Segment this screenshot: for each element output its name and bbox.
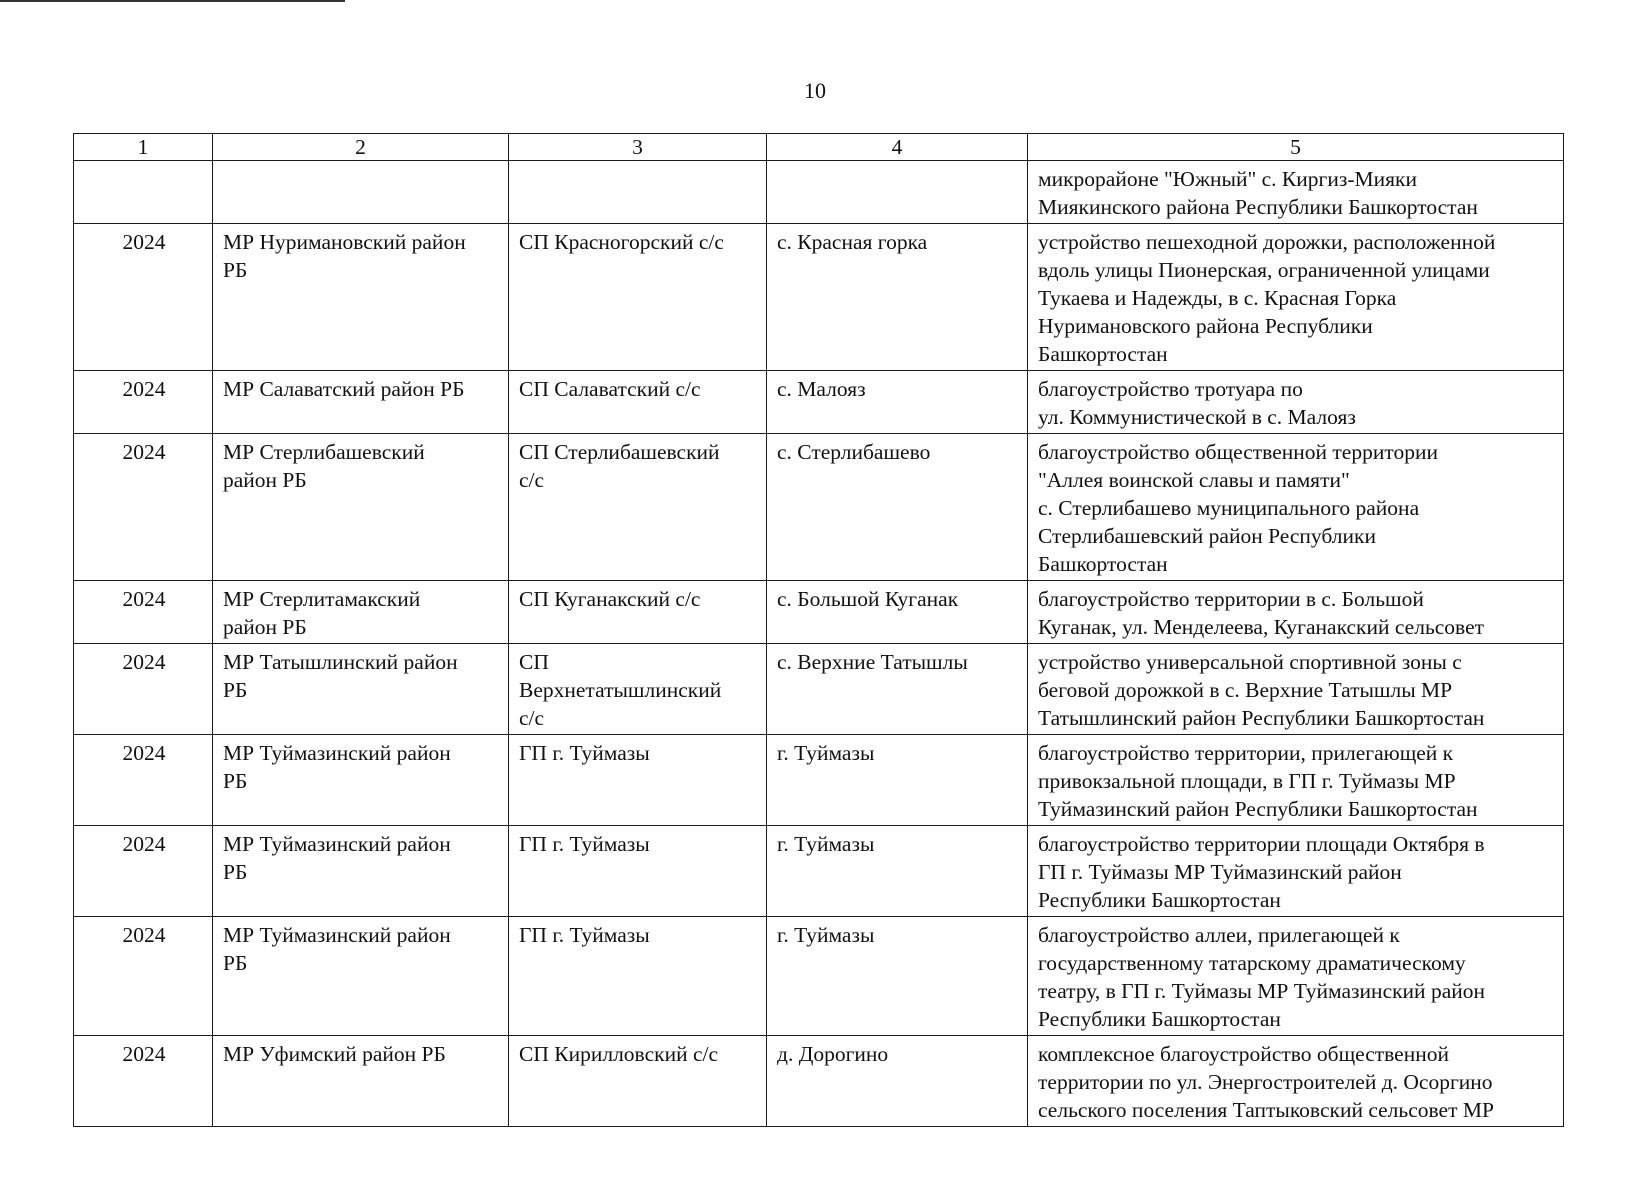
year-cell: 2024 [74,224,213,371]
locality-cell: с. Стерлибашево [767,434,1028,581]
locality-cell: с. Малояз [767,371,1028,434]
year-cell: 2024 [74,581,213,644]
project-description-cell: благоустройство общественной территории "Аллея воинской славы и памяти" с. Стерлибашево муниципального района Стерлибашевский район Республики Башкортостан [1028,434,1564,581]
locality-cell: г. Туймазы [767,826,1028,917]
district-cell [213,161,509,224]
locality-cell: г. Туймазы [767,735,1028,826]
settlement-cell: СП Стерлибашевский с/с [509,434,767,581]
district-cell: МР Туймазинский район РБ [213,917,509,1036]
settlement-cell [509,161,767,224]
district-cell: МР Татышлинский район РБ [213,644,509,735]
year-cell: 2024 [74,644,213,735]
project-description-cell: благоустройство территории площади Октября в ГП г. Туймазы МР Туймазинский район Республики Башкортостан [1028,826,1564,917]
data-table [73,133,1564,1127]
district-cell: МР Туймазинский район РБ [213,735,509,826]
settlement-cell: ГП г. Туймазы [509,917,767,1036]
project-description-cell: устройство пешеходной дорожки, расположенной вдоль улицы Пионерская, ограниченной улицами Тукаева и Надежды, в с. Красная Горка Нуримановского района Республики Башкортостан [1028,224,1564,371]
settlement-cell: СП Куганакский с/с [509,581,767,644]
table-row [74,1036,1564,1127]
district-cell: МР Стерлитамакский район РБ [213,581,509,644]
project-description-cell: благоустройство тротуара по ул. Коммунистической в с. Малояз [1028,371,1564,434]
year-cell: 2024 [74,917,213,1036]
table-row [74,434,1564,581]
settlement-cell: СП Кирилловский с/с [509,1036,767,1127]
locality-cell: д. Дорогино [767,1036,1028,1127]
project-description-cell: комплексное благоустройство общественной территории по ул. Энергостроителей д. Осоргино сельского поселения Таптыковский сельсовет МР [1028,1036,1564,1127]
settlement-cell: СП Салаватский с/с [509,371,767,434]
settlement-cell: СП Красногорский с/с [509,224,767,371]
column-header: 4 [767,134,1028,161]
locality-cell: г. Туймазы [767,917,1028,1036]
column-header: 2 [213,134,509,161]
locality-cell [767,161,1028,224]
project-description-cell: благоустройство аллеи, прилегающей к государственному татарскому драматическому театру, в ГП г. Туймазы МР Туймазинский район Республики Башкортостан [1028,917,1564,1036]
table-row [74,826,1564,917]
district-cell: МР Нуримановский район РБ [213,224,509,371]
page-number: 10 [804,78,826,103]
table-row [74,371,1564,434]
table-row [74,735,1564,826]
table-row [74,644,1564,735]
district-cell: МР Салаватский район РБ [213,371,509,434]
year-cell [74,161,213,224]
column-header: 5 [1028,134,1564,161]
locality-cell: с. Красная горка [767,224,1028,371]
scan-edge-line [0,0,345,2]
year-cell: 2024 [74,434,213,581]
project-description-cell: устройство универсальной спортивной зоны с беговой дорожкой в с. Верхние Татышлы МР Татышлинский район Республики Башкортостан [1028,644,1564,735]
column-header: 1 [74,134,213,161]
year-cell: 2024 [74,826,213,917]
table-row [74,224,1564,371]
year-cell: 2024 [74,735,213,826]
table-row [74,917,1564,1036]
project-description-cell: благоустройство территории, прилегающей к привокзальной площади, в ГП г. Туймазы МР Туймазинский район Республики Башкортостан [1028,735,1564,826]
table-row [74,581,1564,644]
year-cell: 2024 [74,371,213,434]
district-cell: МР Стерлибашевский район РБ [213,434,509,581]
table-row [74,161,1564,224]
project-description-cell: благоустройство территории в с. Большой Куганак, ул. Менделеева, Куганакский сельсовет [1028,581,1564,644]
column-header: 3 [509,134,767,161]
settlement-cell: ГП г. Туймазы [509,826,767,917]
locality-cell: с. Верхние Татышлы [767,644,1028,735]
settlement-cell: СП Верхнетатышлинский с/с [509,644,767,735]
year-cell: 2024 [74,1036,213,1127]
table-header-row [74,134,1564,161]
project-description-cell: микрорайоне "Южный" с. Киргиз-Мияки Миякинского района Республики Башкортостан [1028,161,1564,224]
district-cell: МР Туймазинский район РБ [213,826,509,917]
district-cell: МР Уфимский район РБ [213,1036,509,1127]
locality-cell: с. Большой Куганак [767,581,1028,644]
settlement-cell: ГП г. Туймазы [509,735,767,826]
